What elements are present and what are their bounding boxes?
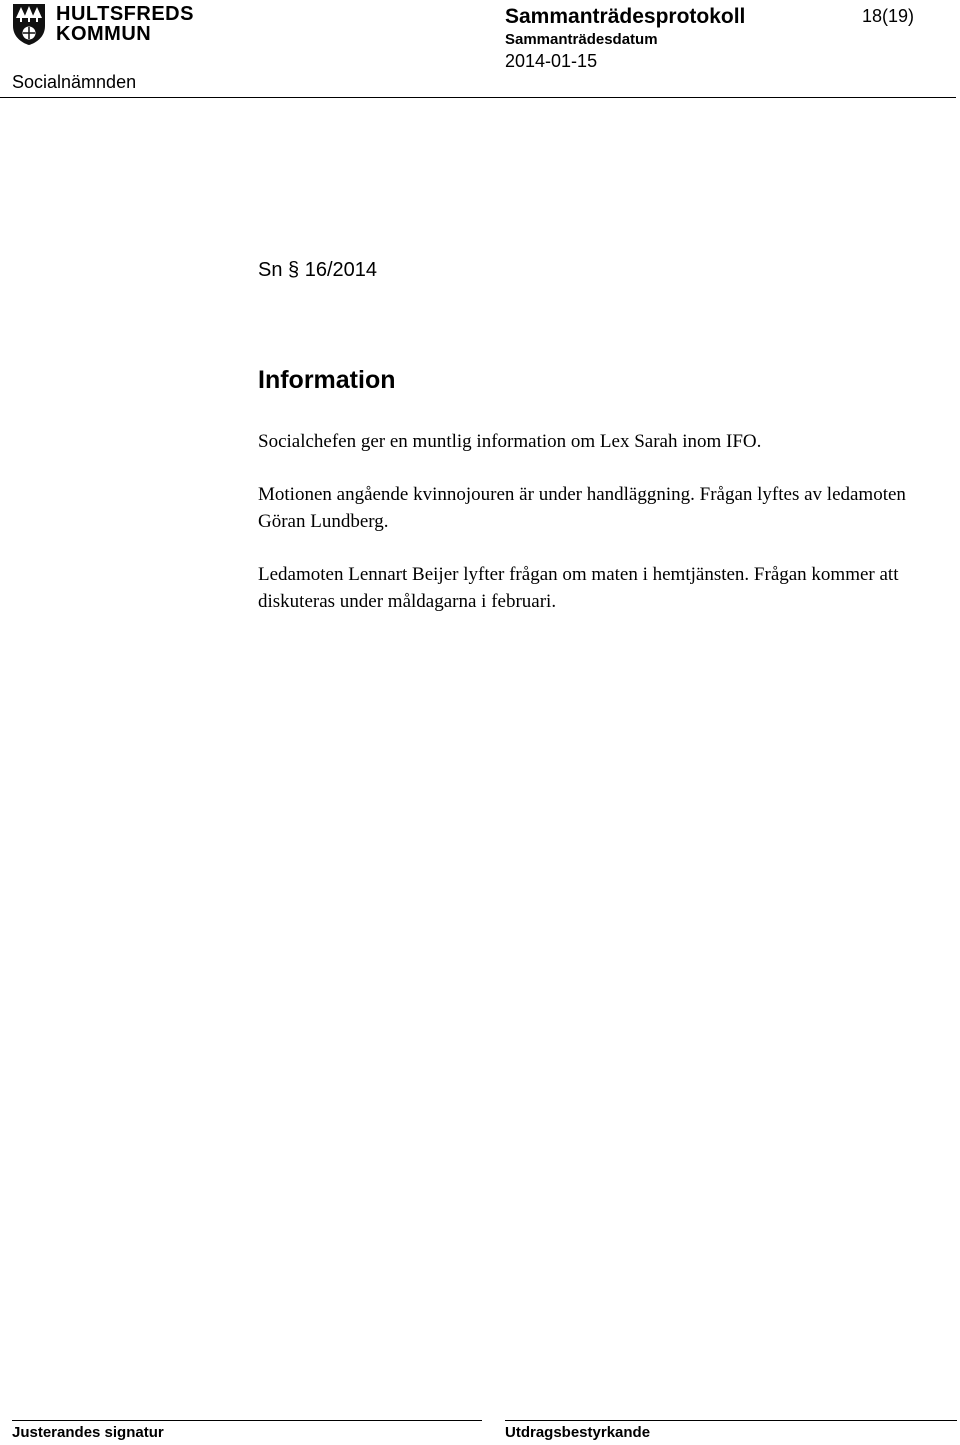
section-heading: Information bbox=[258, 366, 396, 394]
meeting-date-label: Sammanträdesdatum bbox=[505, 31, 658, 48]
header-divider bbox=[0, 97, 956, 98]
extract-certification-label: Utdragsbestyrkande bbox=[505, 1424, 651, 1441]
signature-line-left bbox=[12, 1420, 482, 1421]
logo-text-line2: KOMMUN bbox=[56, 23, 152, 45]
paragraph-kvinnojouren: Motionen angående kvinnojouren är under handläggning. Frågan lyftes av ledamoten Göran Lundberg. bbox=[258, 484, 906, 532]
signature-line-right bbox=[505, 1420, 957, 1421]
municipality-logo bbox=[12, 2, 194, 46]
paragraph-lex-sarah: Socialchefen ger en muntlig information om Lex Sarah inom IFO. bbox=[258, 431, 762, 452]
meeting-date-value: 2014-01-15 bbox=[505, 51, 598, 71]
paragraph-hemtjansten: Ledamoten Lennart Beijer lyfter frågan om maten i hemtjänsten. Frågan kommer att diskuteras under måldagarna i februari. bbox=[258, 564, 899, 612]
logo-text-line1: HULTSFREDS bbox=[56, 3, 194, 25]
municipal-coat-of-arms-icon bbox=[12, 2, 46, 46]
document-title: Sammanträdesprotokoll bbox=[505, 5, 746, 28]
page-number: 18(19) bbox=[862, 6, 915, 26]
adjuster-signature-label: Justerandes signatur bbox=[12, 1424, 164, 1441]
section-reference: Sn § 16/2014 bbox=[258, 259, 377, 281]
department-name: Socialnämnden bbox=[12, 72, 137, 92]
